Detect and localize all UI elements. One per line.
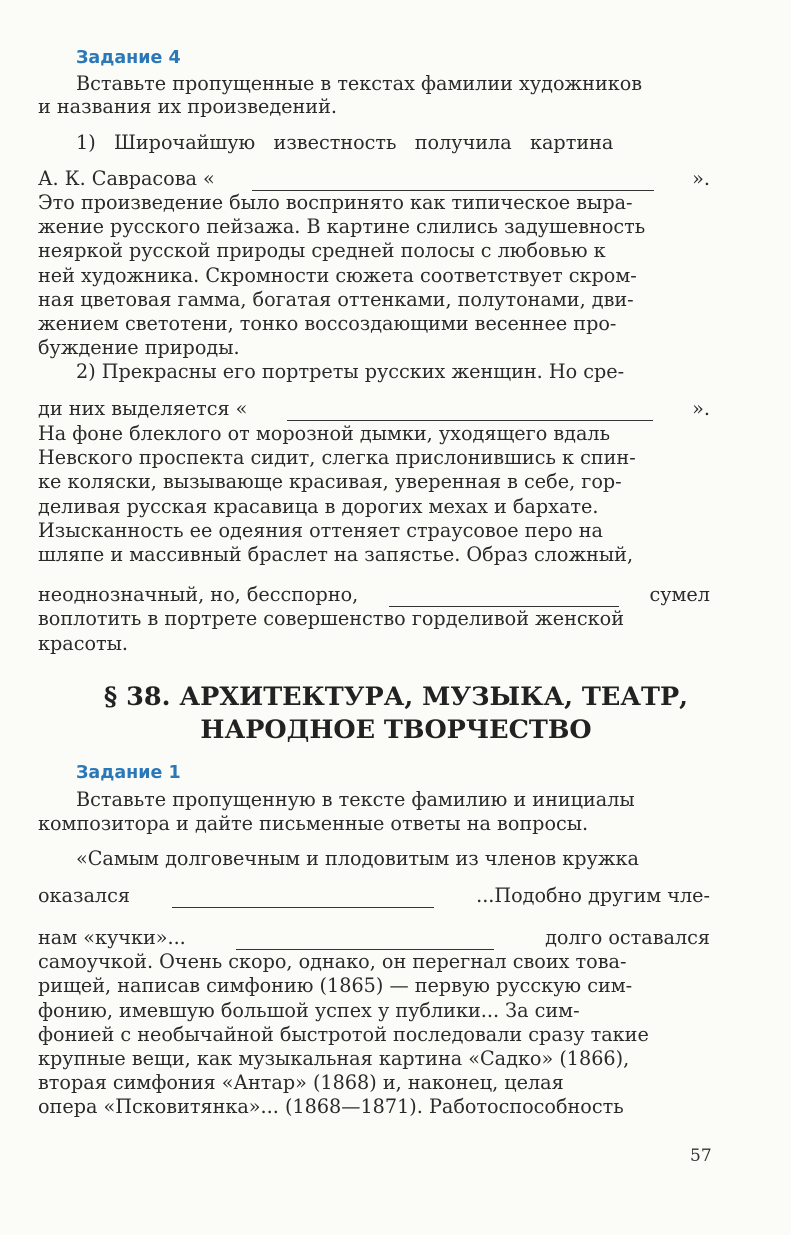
task1-quote: фонию, имевшую большой успех у публики... За сим-: [38, 999, 580, 1022]
task4-paragraph2: деливая русская красавица в дорогих мехах и бархате.: [38, 495, 599, 518]
text-segment: сумел: [649, 583, 710, 606]
text-segment: А. К. Саврасова «: [38, 167, 215, 190]
task4-paragraph2: 2) Прекрасны его портреты русских женщин. Но сре-: [76, 360, 625, 383]
task4-paragraph2: Изысканность ее одеяния оттеняет страусовое перо на: [38, 519, 603, 542]
task4-heading: Задание 4: [76, 48, 181, 68]
answer-blank[interactable]: [287, 404, 653, 421]
task4-paragraph1: жением светотени, тонко воссоздающими весеннее про-: [38, 312, 617, 335]
text-segment: ди них выделяется «: [38, 397, 248, 420]
text-segment: ».: [692, 397, 710, 420]
task1-quote: [38, 926, 710, 950]
answer-blank[interactable]: [389, 590, 619, 607]
task1-quote: опера «Псковитянка»... (1868—1871). Работоспособность: [38, 1095, 624, 1118]
text-segment: неоднозначный, но, бесспорно,: [38, 583, 359, 606]
task4-paragraph1: 1) Широчайшую известность получила картина: [76, 131, 614, 154]
answer-blank[interactable]: [236, 933, 494, 950]
task4-paragraph1: ная цветовая гамма, богатая оттенками, полутонами, дви-: [38, 288, 634, 311]
task4-instruction: Вставьте пропущенные в текстах фамилии художников: [76, 72, 643, 95]
task4-paragraph2: [38, 583, 710, 607]
task1-instruction: Вставьте пропущенную в тексте фамилию и инициалы: [76, 788, 635, 811]
task4-paragraph1: [38, 167, 710, 191]
task4-paragraph2: красоты.: [38, 632, 128, 655]
task4-paragraph2: На фоне блеклого от морозной дымки, уходящего вдаль: [38, 422, 611, 445]
task4-paragraph2: Невского проспекта сидит, слегка прислонившись к спин-: [38, 446, 636, 469]
text-segment: долго оставался: [545, 926, 710, 949]
text-segment: ...Подобно другим чле-: [476, 884, 710, 907]
section-title: НАРОДНОЕ ТВОРЧЕСТВО: [200, 715, 592, 745]
page-number: 57: [690, 1146, 712, 1166]
section-title: § 38. АРХИТЕКТУРА, МУЗЫКА, ТЕАТР,: [103, 682, 689, 712]
task4-instruction: и названия их произведений.: [38, 95, 337, 118]
task1-quote: [38, 884, 710, 908]
task4-paragraph2: ке коляски, вызывающе красивая, уверенная в себе, гор-: [38, 470, 622, 493]
task1-quote: «Самым долговечным и плодовитым из членов кружка: [76, 847, 639, 870]
task4-paragraph1: неяркой русской природы средней полосы с любовью к: [38, 239, 606, 262]
text-segment: ».: [692, 167, 710, 190]
task4-paragraph1: ней художника. Скромности сюжета соответствует скром-: [38, 264, 637, 287]
task1-quote: самоучкой. Очень скоро, однако, он перегнал своих това-: [38, 950, 627, 973]
task4-paragraph2: воплотить в портрете совершенство горделивой женской: [38, 607, 624, 630]
answer-blank[interactable]: [252, 174, 654, 191]
task1-quote: вторая симфония «Антар» (1868) и, наконец, целая: [38, 1071, 564, 1094]
text-segment: нам «кучки»...: [38, 926, 186, 949]
task1-quote: крупные вещи, как музыкальная картина «Садко» (1866),: [38, 1047, 630, 1070]
text-segment: оказался: [38, 884, 130, 907]
task1-instruction: композитора и дайте письменные ответы на вопросы.: [38, 812, 589, 835]
task4-paragraph2: [38, 397, 710, 421]
task4-paragraph2: шляпе и массивный браслет на запястье. Образ сложный,: [38, 543, 634, 566]
task4-paragraph1: жение русского пейзажа. В картине слились задушевность: [38, 215, 646, 238]
task1-heading: Задание 1: [76, 763, 181, 783]
task4-paragraph1: буждение природы.: [38, 336, 240, 359]
answer-blank[interactable]: [172, 891, 434, 908]
task1-quote: рищей, написав симфонию (1865) — первую русскую сим-: [38, 974, 633, 997]
task1-quote: фонией с необычайной быстротой последовали сразу такие: [38, 1023, 649, 1046]
task4-paragraph1: Это произведение было воспринято как типическое выра-: [38, 191, 633, 214]
